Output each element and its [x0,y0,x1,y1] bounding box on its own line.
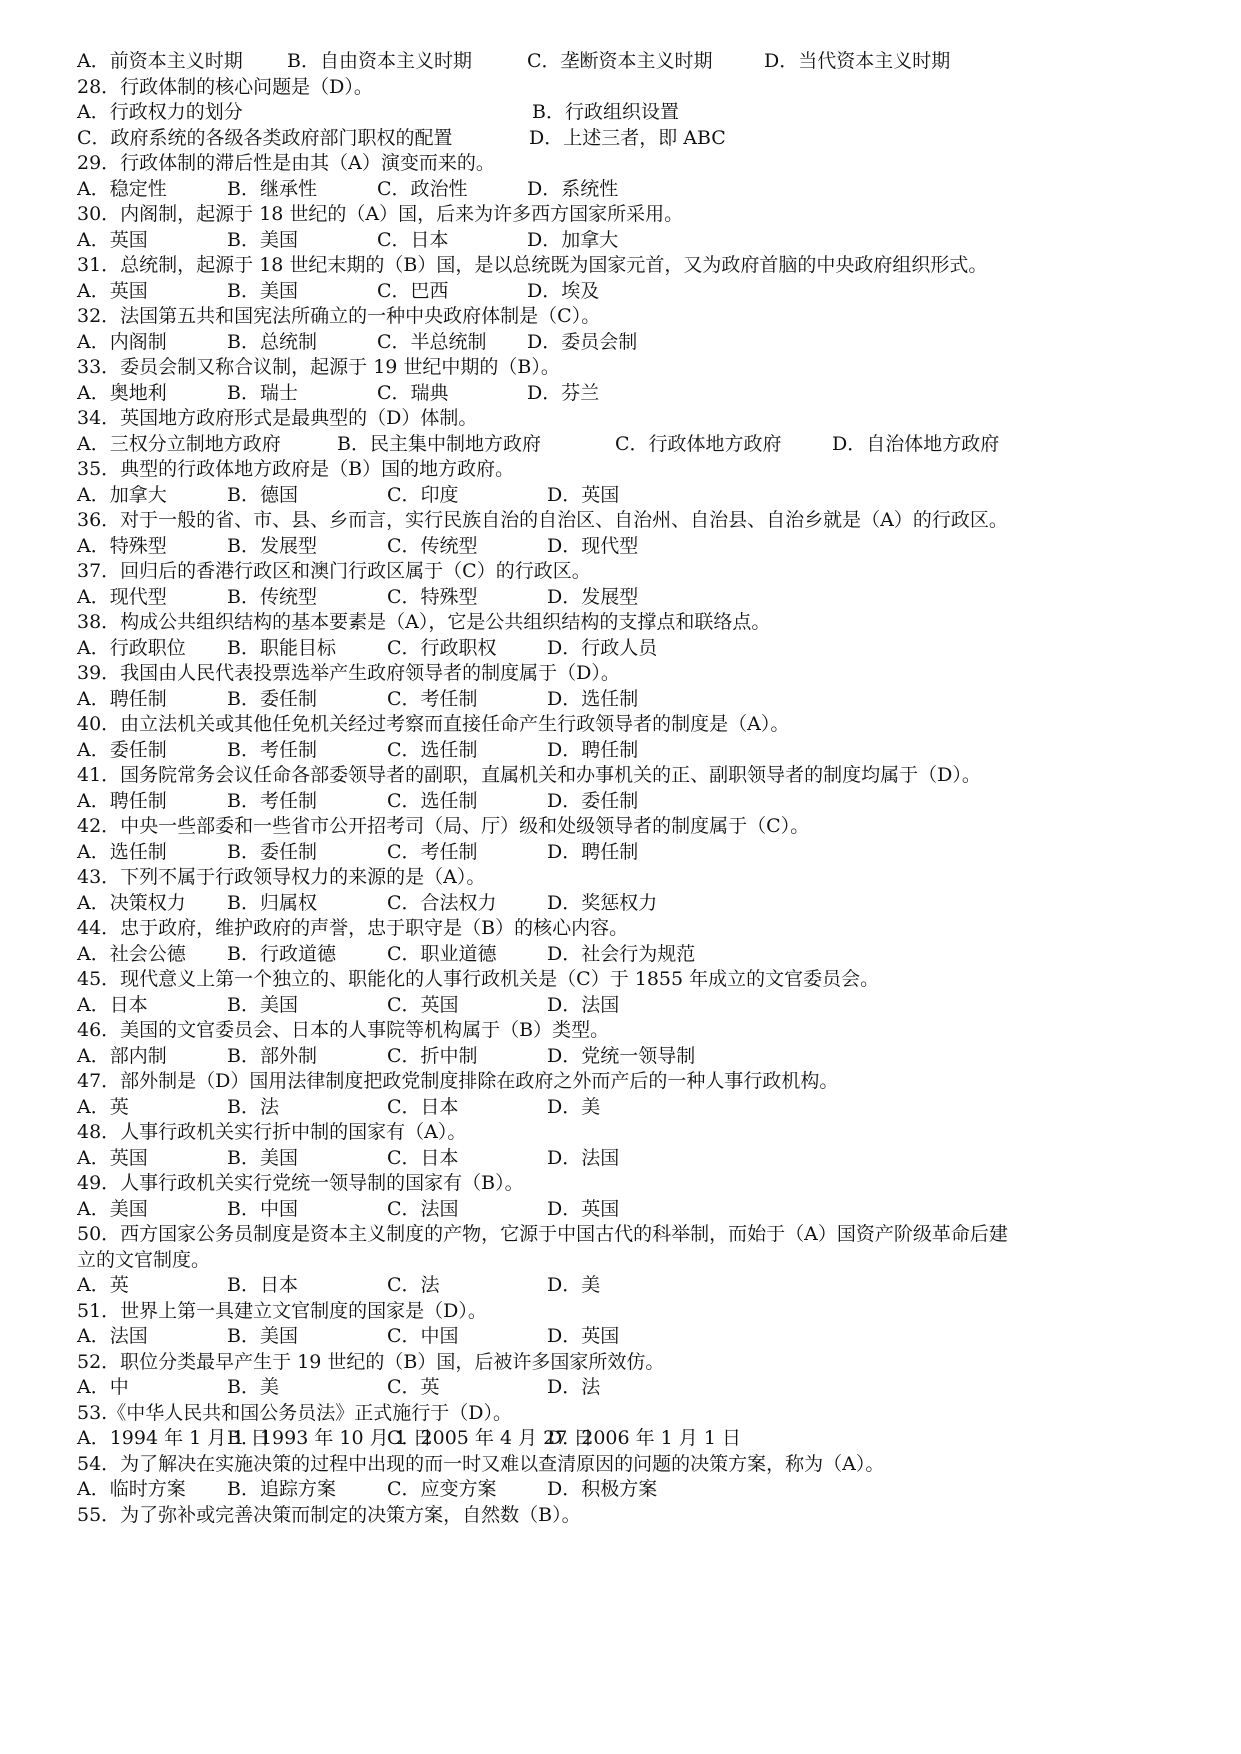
question-line: 53.《中华人民共和国公务员法》正式施行于（D）。 [77,1402,512,1424]
option-b: B．美国 [227,994,298,1016]
option-c: C．2005 年 4 月 27 日 [387,1427,593,1449]
question-line: 40．由立法机关或其他任免机关经过考察而直接任命产生行政领导者的制度是（A）。 [77,713,790,735]
option-d: D．埃及 [527,280,600,302]
option-c: C．英 [387,1376,440,1398]
question-line: 32．法国第五共和国宪法所确立的一种中央政府体制是（C）。 [77,305,601,327]
option-b: B．委任制 [227,688,317,710]
option-d: D．行政人员 [547,637,658,659]
option-a: A．英 [77,1096,129,1118]
option-b: B．考任制 [227,739,317,761]
option-a: A．选任制 [77,841,167,863]
option-c: C．法 [387,1274,440,1296]
option-c: C．考任制 [387,688,478,710]
option-b: B．瑞士 [227,382,298,404]
option-b: B．1993 年 10 月 1 日 [227,1427,432,1449]
option-d: D．美 [547,1096,601,1118]
question-line: 35．典型的行政体地方政府是（B）国的地方政府。 [77,458,515,480]
option-b: B．法 [227,1096,279,1118]
question-line: 立的文官制度。 [77,1249,211,1271]
option-c: C．日本 [387,1096,459,1118]
option-d: D．发展型 [547,586,639,608]
option-b: B．民主集中制地方政府 [337,433,541,455]
option-a: A．临时方案 [77,1478,186,1500]
option-a: A．日本 [77,994,148,1016]
question-line: 48．人事行政机关实行折中制的国家有（A）。 [77,1121,467,1143]
option-d: D．英国 [547,1198,620,1220]
option-d: D．选任制 [547,688,639,710]
option-a: A．加拿大 [77,484,167,506]
option-b: B．委任制 [227,841,317,863]
option-b: B．总统制 [227,331,317,353]
question-line: 54．为了解决在实施决策的过程中出现的而一时又难以查清原因的问题的决策方案，称为（A）。 [77,1453,885,1475]
option-b: B．继承性 [227,178,317,200]
option-d: D．系统性 [527,178,619,200]
option-a: A．社会公德 [77,943,186,965]
option-a: A．1994 年 1 月 1 日 [77,1427,270,1449]
option-b: B．行政道德 [227,943,336,965]
option-d: D．社会行为规范 [547,943,696,965]
option-b: B．美国 [227,280,298,302]
option-a: A．英国 [77,229,148,251]
option-c: C．日本 [387,1147,459,1169]
option-a: A．部内制 [77,1045,167,1067]
option-b: B．美国 [227,1325,298,1347]
option-d: D．法 [547,1376,601,1398]
question-line: 55．为了弥补或完善决策而制定的决策方案，自然数（B）。 [77,1504,581,1526]
option-d: D．加拿大 [527,229,619,251]
option-c: C．选任制 [387,739,478,761]
option-c: C．瑞典 [377,382,449,404]
question-line: 29．行政体制的滞后性是由其（A）演变而来的。 [77,152,495,174]
option-a: A．稳定性 [77,178,167,200]
question-line: 52．职位分类最早产生于 19 世纪的（B）国，后被许多国家所效仿。 [77,1351,665,1373]
option-a: A．奥地利 [77,382,167,404]
option-b: B．部外制 [227,1045,317,1067]
option-d: D．英国 [547,1325,620,1347]
question-line: 28．行政体制的核心问题是（D）。 [77,76,373,98]
option-b: D．上述三者，即 ABC [529,127,726,149]
option-b: B．中国 [227,1198,298,1220]
option-b: B．职能目标 [227,637,336,659]
question-line: 34．英国地方政府形式是最典型的（D）体制。 [77,407,478,429]
option-c: C．行政体地方政府 [615,433,782,455]
question-line: 51．世界上第一具建立文官制度的国家是（D）。 [77,1300,487,1322]
option-d: D．聘任制 [547,841,639,863]
option-d: D．美 [547,1274,601,1296]
question-line: 38．构成公共组织结构的基本要素是（A），它是公共组织结构的支撑点和联络点。 [77,611,771,633]
option-d: D．委任制 [547,790,639,812]
option-c: C．日本 [377,229,449,251]
option-a: A．英 [77,1274,129,1296]
option-a: A．委任制 [77,739,167,761]
option-a: A．前资本主义时期 [77,50,243,72]
option-d: D．法国 [547,994,620,1016]
option-d: D．积极方案 [547,1478,658,1500]
option-d: D．党统一领导制 [547,1045,696,1067]
option-d: D．法国 [547,1147,620,1169]
option-b: B．美国 [227,229,298,251]
option-b: B．考任制 [227,790,317,812]
option-a: A．行政权力的划分 [77,101,243,123]
option-a: A．现代型 [77,586,167,608]
option-d: D．芬兰 [527,382,600,404]
question-line: 45．现代意义上第一个独立的、职能化的人事行政机关是（C）于 1855 年成立的文官委员会。 [77,968,880,990]
option-c: C．巴西 [377,280,449,302]
option-c: C．合法权力 [387,892,497,914]
question-line: 44．忠于政府，维护政府的声誉，忠于职守是（B）的核心内容。 [77,917,629,939]
option-c: C．英国 [387,994,459,1016]
question-line: 37．回归后的香港行政区和澳门行政区属于（C）的行政区。 [77,560,591,582]
option-d: D．自治体地方政府 [832,433,1000,455]
option-c: C．印度 [387,484,459,506]
option-c: C．职业道德 [387,943,497,965]
option-c: C．行政职权 [387,637,497,659]
option-c: C．传统型 [387,535,478,557]
question-line: 49．人事行政机关实行党统一领导制的国家有（B）。 [77,1172,524,1194]
option-a: A．聘任制 [77,688,167,710]
option-c: C．选任制 [387,790,478,812]
option-a: A．内阁制 [77,331,167,353]
option-a: C．政府系统的各级各类政府部门职权的配置 [77,127,453,149]
question-line: 41．国务院常务会议任命各部委领导者的副职，直属机关和办事机关的正、副职领导者的制度均属于（D）。 [77,764,981,786]
option-b: B．发展型 [227,535,317,557]
option-d: D．现代型 [547,535,639,557]
option-a: A．行政职位 [77,637,186,659]
question-line: 50．西方国家公务员制度是资本主义制度的产物，它源于中国古代的科举制，而始于（A）国资产阶级革命后建 [77,1223,1008,1245]
question-line: 42．中央一些部委和一些省市公开招考司（局、厅）级和处级领导者的制度属于（C）。 [77,815,810,837]
option-b: B．自由资本主义时期 [287,50,472,72]
question-line: 31．总统制，起源于 18 世纪末期的（B）国，是以总统既为国家元首，又为政府首脑的中央政府组织形式。 [77,254,988,276]
question-line: 43．下列不属于行政领导权力的来源的是（A）。 [77,866,486,888]
option-d: D．委员会制 [527,331,638,353]
option-c: C．法国 [387,1198,459,1220]
option-c: C．考任制 [387,841,478,863]
question-line: 46．美国的文官委员会、日本的人事院等机构属于（B）类型。 [77,1019,610,1041]
question-line: 33．委员会制又称合议制，起源于 19 世纪中期的（B）。 [77,356,560,378]
question-line: 30．内阁制，起源于 18 世纪的（A）国，后来为许多西方国家所采用。 [77,203,684,225]
question-line: 39．我国由人民代表投票选举产生政府领导者的制度属于（D）。 [77,662,620,684]
option-d: D．聘任制 [547,739,639,761]
option-b: B．日本 [227,1274,298,1296]
option-c: C．特殊型 [387,586,478,608]
option-d: D．2006 年 1 月 1 日 [547,1427,741,1449]
option-a: A．决策权力 [77,892,186,914]
option-c: C．中国 [387,1325,459,1347]
option-c: C．折中制 [387,1045,478,1067]
option-b: B．美 [227,1376,279,1398]
option-b: B．德国 [227,484,298,506]
option-c: C．垄断资本主义时期 [527,50,713,72]
option-b: B．传统型 [227,586,317,608]
option-a: A．聘任制 [77,790,167,812]
question-line: 47．部外制是（D）国用法律制度把政党制度排除在政府之外而产后的一种人事行政机构。 [77,1070,839,1092]
option-c: C．应变方案 [387,1478,497,1500]
option-a: A．法国 [77,1325,148,1347]
option-a: A．美国 [77,1198,148,1220]
option-d: D．英国 [547,484,620,506]
option-b: B．追踪方案 [227,1478,336,1500]
option-a: A．特殊型 [77,535,167,557]
option-b: B．行政组织设置 [532,101,679,123]
option-d: D．奖惩权力 [547,892,658,914]
question-line: 36．对于一般的省、市、县、乡而言，实行民族自治的自治区、自治州、自治县、自治乡就是（A）的行政区。 [77,509,1008,531]
option-a: A．三权分立制地方政府 [77,433,281,455]
option-b: B．归属权 [227,892,317,914]
option-c: C．半总统制 [377,331,487,353]
option-d: D．当代资本主义时期 [764,50,951,72]
option-a: A．中 [77,1376,129,1398]
option-b: B．美国 [227,1147,298,1169]
option-a: A．英国 [77,280,148,302]
option-a: A．英国 [77,1147,148,1169]
option-c: C．政治性 [377,178,468,200]
